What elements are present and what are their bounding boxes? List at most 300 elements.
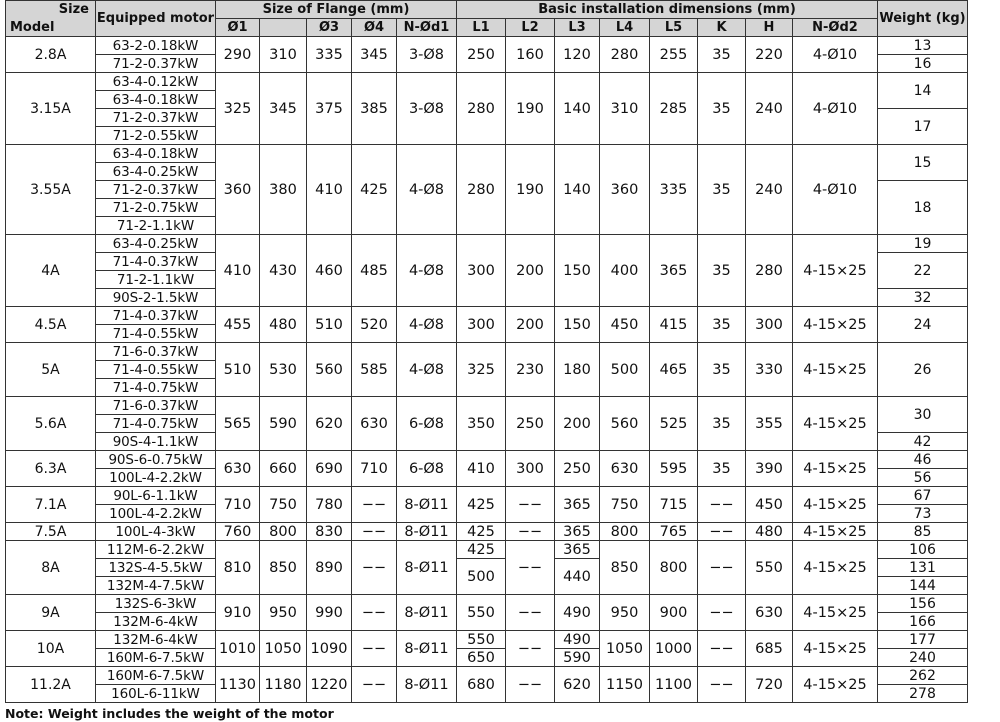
install-cell: 720 (746, 667, 793, 703)
install-cell: 240 (746, 145, 793, 235)
install-cell: 800 (600, 523, 650, 541)
install-cell: 310 (600, 73, 650, 145)
install-cell: 350 (457, 397, 506, 451)
install-cell: 1000 (650, 631, 698, 667)
install-col-header: L2 (506, 19, 555, 37)
motor-cell: 90S-6-0.75kW (96, 451, 216, 469)
weight-cell: 156 (878, 595, 968, 613)
install-cell: −− (698, 595, 746, 631)
motor-cell: 71-2-0.37kW (96, 181, 216, 199)
motor-cell: 63-4-0.18kW (96, 145, 216, 163)
install-cell: 355 (746, 397, 793, 451)
install-cell: 330 (746, 343, 793, 397)
weight-cell: 17 (878, 109, 968, 145)
flange-cell: 385 (352, 73, 397, 145)
table-row (6, 595, 968, 613)
flange-cell: 1180 (260, 667, 307, 703)
motor-header: Equipped motor (96, 1, 216, 37)
model-cell: 4A (6, 235, 96, 307)
flange-cell: 800 (260, 523, 307, 541)
install-cell: 180 (555, 343, 600, 397)
install-cell: 200 (506, 235, 555, 307)
flange-cell: −− (352, 595, 397, 631)
motor-cell: 90S-4-1.1kW (96, 433, 216, 451)
flange-cell: 585 (352, 343, 397, 397)
weight-cell: 131 (878, 559, 968, 577)
model-cell: 3.55A (6, 145, 96, 235)
model-cell: 5A (6, 343, 96, 397)
flange-col-header: Ø1 (216, 19, 260, 37)
install-cell: 4-15×25 (793, 631, 878, 667)
install-cell: 630 (746, 595, 793, 631)
flange-cell: 4-Ø8 (397, 343, 457, 397)
table-row (6, 631, 968, 649)
install-cell: 35 (698, 451, 746, 487)
install-cell: 4-15×25 (793, 667, 878, 703)
install-cell: 220 (746, 37, 793, 73)
motor-cell: 71-2-1.1kW (96, 271, 216, 289)
weight-cell: 15 (878, 145, 968, 181)
install-cell: 280 (600, 37, 650, 73)
model-cell: 7.5A (6, 523, 96, 541)
install-cell: 1150 (600, 667, 650, 703)
install-cell: 140 (555, 73, 600, 145)
flange-cell: 430 (260, 235, 307, 307)
install-cell: 4-15×25 (793, 307, 878, 343)
model-cell: 7.1A (6, 487, 96, 523)
install-cell: 390 (746, 451, 793, 487)
weight-header: Weight (kg) (878, 1, 968, 37)
install-cell: 480 (746, 523, 793, 541)
flange-cell: 8-Ø11 (397, 631, 457, 667)
table-row (6, 541, 968, 559)
flange-col-header: N-Ød1 (397, 19, 457, 37)
install-cell: 190 (506, 145, 555, 235)
flange-cell: 3-Ø8 (397, 73, 457, 145)
flange-cell: 310 (260, 37, 307, 73)
install-cell: 150 (555, 307, 600, 343)
table-row (6, 667, 968, 685)
install-cell: −− (698, 523, 746, 541)
weight-cell: 106 (878, 541, 968, 559)
flange-cell: 630 (352, 397, 397, 451)
install-cell: 440 (555, 559, 600, 595)
install-cell: 4-15×25 (793, 397, 878, 451)
install-cell: 365 (555, 523, 600, 541)
flange-cell: 1090 (307, 631, 352, 667)
flange-cell: 520 (352, 307, 397, 343)
install-col-header: L5 (650, 19, 698, 37)
flange-cell: 6-Ø8 (397, 451, 457, 487)
install-cell: 425 (457, 487, 506, 523)
install-cell: 120 (555, 37, 600, 73)
flange-cell: 410 (307, 145, 352, 235)
flange-cell: 990 (307, 595, 352, 631)
motor-cell: 160M-6-7.5kW (96, 667, 216, 685)
weight-cell: 262 (878, 667, 968, 685)
install-cell: 4-15×25 (793, 487, 878, 523)
flange-cell: −− (352, 631, 397, 667)
table-row (6, 145, 968, 163)
motor-cell: 71-2-0.37kW (96, 109, 216, 127)
install-cell: 200 (555, 397, 600, 451)
install-cell: 160 (506, 37, 555, 73)
install-cell: 800 (650, 541, 698, 595)
table-row (6, 451, 968, 469)
install-cell: 325 (457, 343, 506, 397)
motor-cell: 71-4-0.75kW (96, 379, 216, 397)
install-col-header: L3 (555, 19, 600, 37)
install-cell: 465 (650, 343, 698, 397)
model-cell: 2.8A (6, 37, 96, 73)
install-cell: 250 (457, 37, 506, 73)
install-cell: −− (506, 541, 555, 595)
install-cell: 590 (555, 649, 600, 667)
install-col-header: L1 (457, 19, 506, 37)
install-cell: −− (698, 667, 746, 703)
motor-cell: 71-6-0.37kW (96, 343, 216, 361)
install-cell: 190 (506, 73, 555, 145)
table-row (6, 343, 968, 361)
install-cell: 490 (555, 595, 600, 631)
install-cell: 550 (746, 541, 793, 595)
flange-cell: 325 (216, 73, 260, 145)
flange-col-header: Ø3 (307, 19, 352, 37)
install-cell: −− (506, 487, 555, 523)
motor-cell: 71-4-0.55kW (96, 361, 216, 379)
flange-cell: 750 (260, 487, 307, 523)
model-cell: 10A (6, 631, 96, 667)
flange-cell: 460 (307, 235, 352, 307)
flange-cell: −− (352, 523, 397, 541)
install-cell: 410 (457, 451, 506, 487)
install-cell: 650 (457, 649, 506, 667)
install-cell: 685 (746, 631, 793, 667)
motor-cell: 71-2-1.1kW (96, 217, 216, 235)
flange-header: Size of Flange (mm) (216, 1, 457, 19)
table-row (6, 397, 968, 415)
install-cell: 400 (600, 235, 650, 307)
motor-cell: 71-4-0.37kW (96, 253, 216, 271)
install-cell: 230 (506, 343, 555, 397)
install-cell: −− (698, 487, 746, 523)
motor-cell: 63-2-0.18kW (96, 37, 216, 55)
flange-cell: 8-Ø11 (397, 487, 457, 523)
install-cell: 490 (555, 631, 600, 649)
install-cell: 1100 (650, 667, 698, 703)
motor-cell: 132M-4-7.5kW (96, 577, 216, 595)
motor-cell: 71-4-0.75kW (96, 415, 216, 433)
flange-cell: 710 (352, 451, 397, 487)
weight-cell: 73 (878, 505, 968, 523)
table-row (6, 73, 968, 91)
install-cell: −− (506, 631, 555, 667)
flange-cell: 760 (216, 523, 260, 541)
install-cell: 250 (555, 451, 600, 487)
motor-cell: 71-6-0.37kW (96, 397, 216, 415)
install-cell: 365 (555, 487, 600, 523)
weight-cell: 22 (878, 253, 968, 289)
model-cell: 9A (6, 595, 96, 631)
weight-cell: 13 (878, 37, 968, 55)
install-cell: 4-15×25 (793, 235, 878, 307)
flange-col-header: Ø4 (352, 19, 397, 37)
flange-cell: 830 (307, 523, 352, 541)
install-cell: 35 (698, 397, 746, 451)
install-cell: 680 (457, 667, 506, 703)
install-cell: −− (506, 523, 555, 541)
install-cell: 300 (457, 307, 506, 343)
weight-cell: 240 (878, 649, 968, 667)
install-cell: 280 (457, 145, 506, 235)
weight-cell: 166 (878, 613, 968, 631)
install-cell: 250 (506, 397, 555, 451)
install-cell: 4-15×25 (793, 541, 878, 595)
install-cell: 365 (555, 541, 600, 559)
flange-cell: 565 (216, 397, 260, 451)
install-cell: 285 (650, 73, 698, 145)
install-cell: 4-15×25 (793, 451, 878, 487)
flange-cell: 8-Ø11 (397, 667, 457, 703)
model-cell: 3.15A (6, 73, 96, 145)
flange-cell: 345 (260, 73, 307, 145)
flange-cell: 910 (216, 595, 260, 631)
motor-cell: 63-4-0.18kW (96, 91, 216, 109)
motor-cell: 132S-6-3kW (96, 595, 216, 613)
install-cell: 450 (746, 487, 793, 523)
model-cell: 6.3A (6, 451, 96, 487)
install-cell: 4-15×25 (793, 595, 878, 631)
install-cell: 35 (698, 307, 746, 343)
motor-cell: 90S-2-1.5kW (96, 289, 216, 307)
install-cell: 200 (506, 307, 555, 343)
flange-cell: 890 (307, 541, 352, 595)
install-cell: 560 (600, 397, 650, 451)
motor-cell: 71-4-0.55kW (96, 325, 216, 343)
weight-cell: 46 (878, 451, 968, 469)
install-cell: 240 (746, 73, 793, 145)
install-cell: 425 (457, 541, 506, 559)
install-cell: −− (698, 541, 746, 595)
install-cell: 630 (600, 451, 650, 487)
flange-cell: −− (352, 667, 397, 703)
install-cell: 415 (650, 307, 698, 343)
install-cell: 1050 (600, 631, 650, 667)
weight-cell: 42 (878, 433, 968, 451)
motor-cell: 71-2-0.55kW (96, 127, 216, 145)
motor-cell: 160M-6-7.5kW (96, 649, 216, 667)
install-cell: 365 (650, 235, 698, 307)
flange-cell: 4-Ø8 (397, 307, 457, 343)
install-cell: 35 (698, 73, 746, 145)
install-cell: 255 (650, 37, 698, 73)
weight-cell: 32 (878, 289, 968, 307)
flange-cell: 710 (216, 487, 260, 523)
weight-cell: 144 (878, 577, 968, 595)
flange-cell: 6-Ø8 (397, 397, 457, 451)
flange-cell: 530 (260, 343, 307, 397)
model-label: Model (10, 20, 55, 35)
install-cell: 300 (746, 307, 793, 343)
weight-note: Note: Weight includes the weight of the motor (5, 706, 334, 721)
install-cell: 35 (698, 37, 746, 73)
weight-cell: 19 (878, 235, 968, 253)
flange-cell: −− (352, 487, 397, 523)
flange-cell: 950 (260, 595, 307, 631)
install-cell: 35 (698, 343, 746, 397)
install-cell: −− (506, 667, 555, 703)
flange-cell: 335 (307, 37, 352, 73)
flange-cell: 510 (307, 307, 352, 343)
install-cell: 335 (650, 145, 698, 235)
install-cell: −− (506, 595, 555, 631)
flange-col-header (260, 19, 307, 37)
install-cell: 425 (457, 523, 506, 541)
install-cell: 4-Ø10 (793, 145, 878, 235)
flange-cell: 620 (307, 397, 352, 451)
install-cell: 4-Ø10 (793, 37, 878, 73)
flange-cell: 1130 (216, 667, 260, 703)
model-cell: 5.6A (6, 397, 96, 451)
motor-cell: 90L-6-1.1kW (96, 487, 216, 505)
flange-cell: −− (352, 541, 397, 595)
motor-cell: 132M-6-4kW (96, 631, 216, 649)
flange-cell: 1220 (307, 667, 352, 703)
install-cell: 35 (698, 235, 746, 307)
flange-cell: 560 (307, 343, 352, 397)
weight-cell: 85 (878, 523, 968, 541)
motor-cell: 71-4-0.37kW (96, 307, 216, 325)
install-cell: 450 (600, 307, 650, 343)
flange-cell: 660 (260, 451, 307, 487)
weight-cell: 67 (878, 487, 968, 505)
flange-cell: 4-Ø8 (397, 235, 457, 307)
install-col-header: H (746, 19, 793, 37)
flange-cell: 810 (216, 541, 260, 595)
install-cell: 150 (555, 235, 600, 307)
weight-cell: 177 (878, 631, 968, 649)
install-cell: 550 (457, 631, 506, 649)
motor-cell: 132S-4-5.5kW (96, 559, 216, 577)
size-model-header (6, 1, 96, 37)
install-cell: 595 (650, 451, 698, 487)
flange-cell: 455 (216, 307, 260, 343)
weight-cell: 30 (878, 397, 968, 433)
weight-cell: 24 (878, 307, 968, 343)
install-cell: 765 (650, 523, 698, 541)
table-row (6, 37, 968, 55)
table-row (6, 487, 968, 505)
flange-cell: 590 (260, 397, 307, 451)
install-cell: 35 (698, 145, 746, 235)
install-cell: 300 (457, 235, 506, 307)
flange-cell: 780 (307, 487, 352, 523)
weight-cell: 16 (878, 55, 968, 73)
flange-cell: 1010 (216, 631, 260, 667)
weight-cell: 278 (878, 685, 968, 703)
install-cell: 280 (746, 235, 793, 307)
motor-cell: 100L-4-2.2kW (96, 469, 216, 487)
install-header: Basic installation dimensions (mm) (457, 1, 878, 19)
install-col-header: K (698, 19, 746, 37)
motor-cell: 63-4-0.12kW (96, 73, 216, 91)
install-cell: 750 (600, 487, 650, 523)
install-cell: 140 (555, 145, 600, 235)
motor-cell: 71-2-0.37kW (96, 55, 216, 73)
motor-cell: 100L-4-2.2kW (96, 505, 216, 523)
motor-cell: 100L-4-3kW (96, 523, 216, 541)
flange-cell: 345 (352, 37, 397, 73)
flange-cell: 425 (352, 145, 397, 235)
flange-cell: 375 (307, 73, 352, 145)
install-cell: 300 (506, 451, 555, 487)
install-cell: 900 (650, 595, 698, 631)
install-cell: 4-15×25 (793, 343, 878, 397)
flange-cell: 1050 (260, 631, 307, 667)
flange-cell: 850 (260, 541, 307, 595)
flange-cell: 630 (216, 451, 260, 487)
motor-cell: 63-4-0.25kW (96, 235, 216, 253)
flange-cell: 8-Ø11 (397, 595, 457, 631)
install-cell: 280 (457, 73, 506, 145)
motor-cell: 132M-6-4kW (96, 613, 216, 631)
install-cell: 620 (555, 667, 600, 703)
install-cell: 4-Ø10 (793, 73, 878, 145)
flange-cell: 3-Ø8 (397, 37, 457, 73)
flange-cell: 380 (260, 145, 307, 235)
dimensions-table (5, 0, 968, 703)
flange-cell: 8-Ø11 (397, 541, 457, 595)
flange-cell: 4-Ø8 (397, 145, 457, 235)
table-row (6, 523, 968, 541)
weight-cell: 14 (878, 73, 968, 109)
flange-cell: 510 (216, 343, 260, 397)
size-label: Size (58, 2, 89, 17)
table-row (6, 307, 968, 325)
flange-cell: 480 (260, 307, 307, 343)
install-cell: 4-15×25 (793, 523, 878, 541)
weight-cell: 18 (878, 181, 968, 235)
install-col-header: L4 (600, 19, 650, 37)
install-cell: 950 (600, 595, 650, 631)
motor-cell: 112M-6-2.2kW (96, 541, 216, 559)
install-col-header: N-Ød2 (793, 19, 878, 37)
install-cell: 850 (600, 541, 650, 595)
table-row (6, 235, 968, 253)
model-cell: 11.2A (6, 667, 96, 703)
weight-cell: 56 (878, 469, 968, 487)
install-cell: 360 (600, 145, 650, 235)
flange-cell: 410 (216, 235, 260, 307)
motor-cell: 63-4-0.25kW (96, 163, 216, 181)
flange-cell: 360 (216, 145, 260, 235)
motor-cell: 71-2-0.75kW (96, 199, 216, 217)
model-cell: 4.5A (6, 307, 96, 343)
install-cell: 715 (650, 487, 698, 523)
install-cell: 500 (600, 343, 650, 397)
motor-cell: 160L-6-11kW (96, 685, 216, 703)
install-cell: −− (698, 631, 746, 667)
install-cell: 525 (650, 397, 698, 451)
flange-cell: 8-Ø11 (397, 523, 457, 541)
flange-cell: 290 (216, 37, 260, 73)
install-cell: 550 (457, 595, 506, 631)
model-cell: 8A (6, 541, 96, 595)
flange-cell: 485 (352, 235, 397, 307)
weight-cell: 26 (878, 343, 968, 397)
install-cell: 500 (457, 559, 506, 595)
flange-cell: 690 (307, 451, 352, 487)
